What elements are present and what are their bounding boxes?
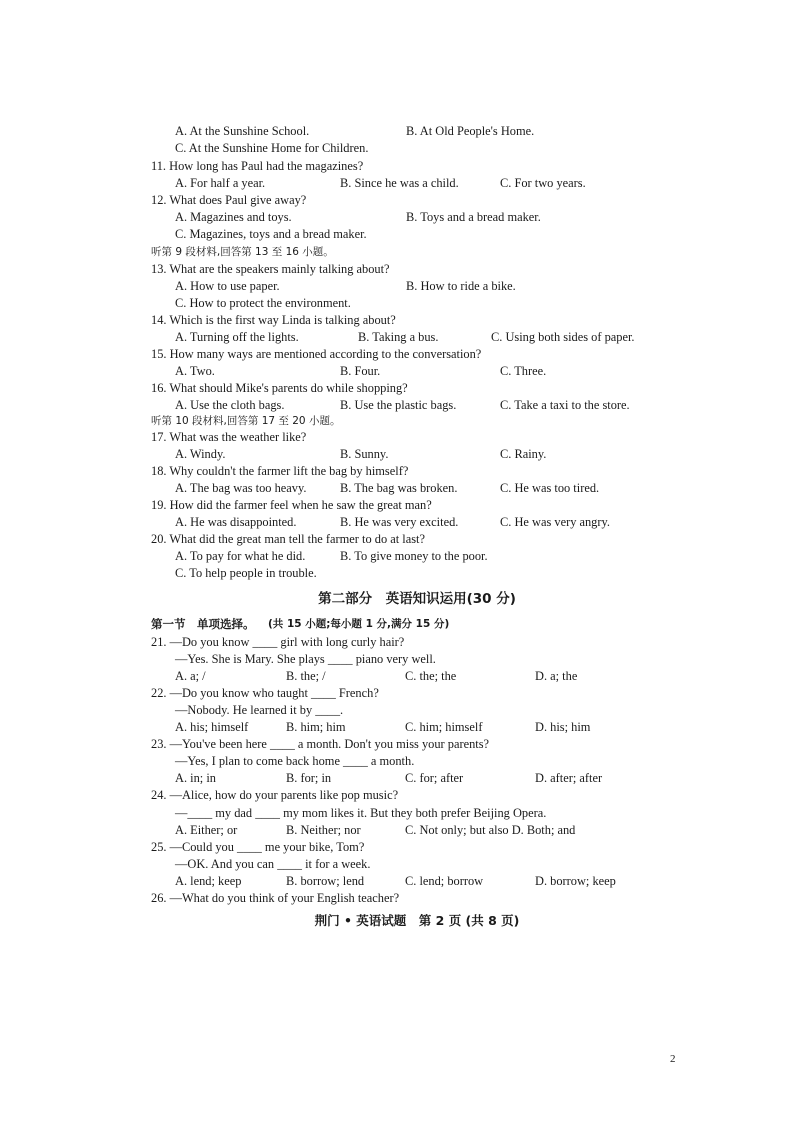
part-two-heading [0, 592, 800, 610]
option-d: D. his; him [535, 720, 591, 734]
option-a: A. Use the cloth bags. [175, 398, 285, 412]
option-c: C. lend; borrow [405, 874, 484, 888]
option-b: B. At Old People's Home. [406, 124, 535, 138]
dialogue-text: —Yes, I plan to come back home ____ a month. [175, 754, 415, 768]
option-a: A. lend; keep [175, 874, 242, 888]
option-a: A. Windy. [175, 447, 226, 461]
option-b: B. Use the plastic bags. [340, 398, 457, 412]
option-b: B. the; / [286, 669, 326, 683]
question-text: 11. How long has Paul had the magazines? [151, 159, 364, 173]
section-scoring: (共 15 小题;每小题 1 分,满分 15 分) [268, 618, 450, 630]
option-b: B. him; him [286, 720, 346, 734]
option-a: A. At the Sunshine School. [175, 124, 310, 138]
option-b: B. borrow; lend [286, 874, 365, 888]
option-b: B. Since he was a child. [340, 176, 459, 190]
option-a: A. Magazines and toys. [175, 210, 292, 224]
question-text: 13. What are the speakers mainly talking about? [151, 262, 390, 276]
option-a: A. a; / [175, 669, 206, 683]
option-a: A. his; himself [175, 720, 249, 734]
option-a: A. He was disappointed. [175, 515, 297, 529]
option-b: B. for; in [286, 771, 332, 785]
option-a: A. Two. [175, 364, 215, 378]
option-c: C. For two years. [500, 176, 586, 190]
option-b: B. Neither; nor [286, 823, 361, 837]
section-title: 第一节 单项选择。 [151, 617, 255, 631]
instruction-text: 听第 10 段材料,回答第 17 至 20 小题。 [151, 415, 341, 427]
question-text: 15. How many ways are mentioned according to the conversation? [151, 347, 482, 361]
question-text: 20. What did the great man tell the farmer to do at last? [151, 532, 425, 546]
question-text: 22. —Do you know who taught ____ French? [151, 686, 379, 700]
option-b: B. How to ride a bike. [406, 279, 516, 293]
question-text: 16. What should Mike's parents do while shopping? [151, 381, 408, 395]
question-text: 19. How did the farmer feel when he saw the great man? [151, 498, 432, 512]
option-c: C. Using both sides of paper. [491, 330, 635, 344]
option-d: D. borrow; keep [535, 874, 616, 888]
page-number: 2 [670, 1053, 676, 1065]
option-b: B. Sunny. [340, 447, 389, 461]
option-c: C. To help people in trouble. [175, 566, 317, 580]
option-c: C. him; himself [405, 720, 483, 734]
question-text: 18. Why couldn't the farmer lift the bag by himself? [151, 464, 409, 478]
option-a: A. How to use paper. [175, 279, 280, 293]
option-c: C. Rainy. [500, 447, 547, 461]
dialogue-text: —OK. And you can ____ it for a week. [175, 857, 371, 871]
option-c: C. Magazines, toys and a bread maker. [175, 227, 367, 241]
question-text: 12. What does Paul give away? [151, 193, 307, 207]
question-text: 17. What was the weather like? [151, 430, 307, 444]
dialogue-text: —____ my dad ____ my mom likes it. But they both prefer Beijing Opera. [175, 806, 547, 820]
option-b: B. To give money to the poor. [340, 549, 488, 563]
question-text: 26. —What do you think of your English teacher? [151, 891, 400, 905]
option-c: C. Take a taxi to the store. [500, 398, 630, 412]
footer-text: 荆门 • 英语试题 第 2 页 (共 8 页) [314, 913, 520, 928]
option-a: A. Either; or [175, 823, 238, 837]
question-text: 23. —You've been here ____ a month. Don't you miss your parents? [151, 737, 490, 751]
option-c-and-d: C. Not only; but also D. Both; and [405, 823, 576, 837]
question-text: 25. —Could you ____ me your bike, Tom? [151, 840, 365, 854]
option-c: C. Three. [500, 364, 547, 378]
instruction-text: 听第 9 段材料,回答第 13 至 16 小题。 [151, 246, 334, 258]
option-a: A. in; in [175, 771, 216, 785]
option-c: C. for; after [405, 771, 464, 785]
option-b: B. He was very excited. [340, 515, 459, 529]
question-text: 24. —Alice, how do your parents like pop music? [151, 788, 399, 802]
option-c: C. He was very angry. [500, 515, 610, 529]
option-a: A. To pay for what he did. [175, 549, 306, 563]
option-d: D. a; the [535, 669, 578, 683]
question-text: 14. Which is the first way Linda is talking about? [151, 313, 396, 327]
option-a: A. Turning off the lights. [175, 330, 299, 344]
option-c: C. the; the [405, 669, 457, 683]
dialogue-text: —Yes. She is Mary. She plays ____ piano very well. [175, 652, 436, 666]
option-c: C. How to protect the environment. [175, 296, 351, 310]
option-c: C. He was too tired. [500, 481, 600, 495]
option-b: B. Toys and a bread maker. [406, 210, 541, 224]
option-b: B. The bag was broken. [340, 481, 458, 495]
option-a: A. The bag was too heavy. [175, 481, 307, 495]
option-b: B. Four. [340, 364, 381, 378]
question-text: 21. —Do you know ____ girl with long curly hair? [151, 635, 405, 649]
option-b: B. Taking a bus. [358, 330, 439, 344]
page-footer [0, 913, 800, 930]
option-a: A. For half a year. [175, 176, 266, 190]
option-c: C. At the Sunshine Home for Children. [175, 141, 369, 155]
part-two-title: 第二部分 英语知识运用(30 分) [318, 591, 516, 607]
dialogue-text: —Nobody. He learned it by ____. [175, 703, 344, 717]
option-d: D. after; after [535, 771, 603, 785]
